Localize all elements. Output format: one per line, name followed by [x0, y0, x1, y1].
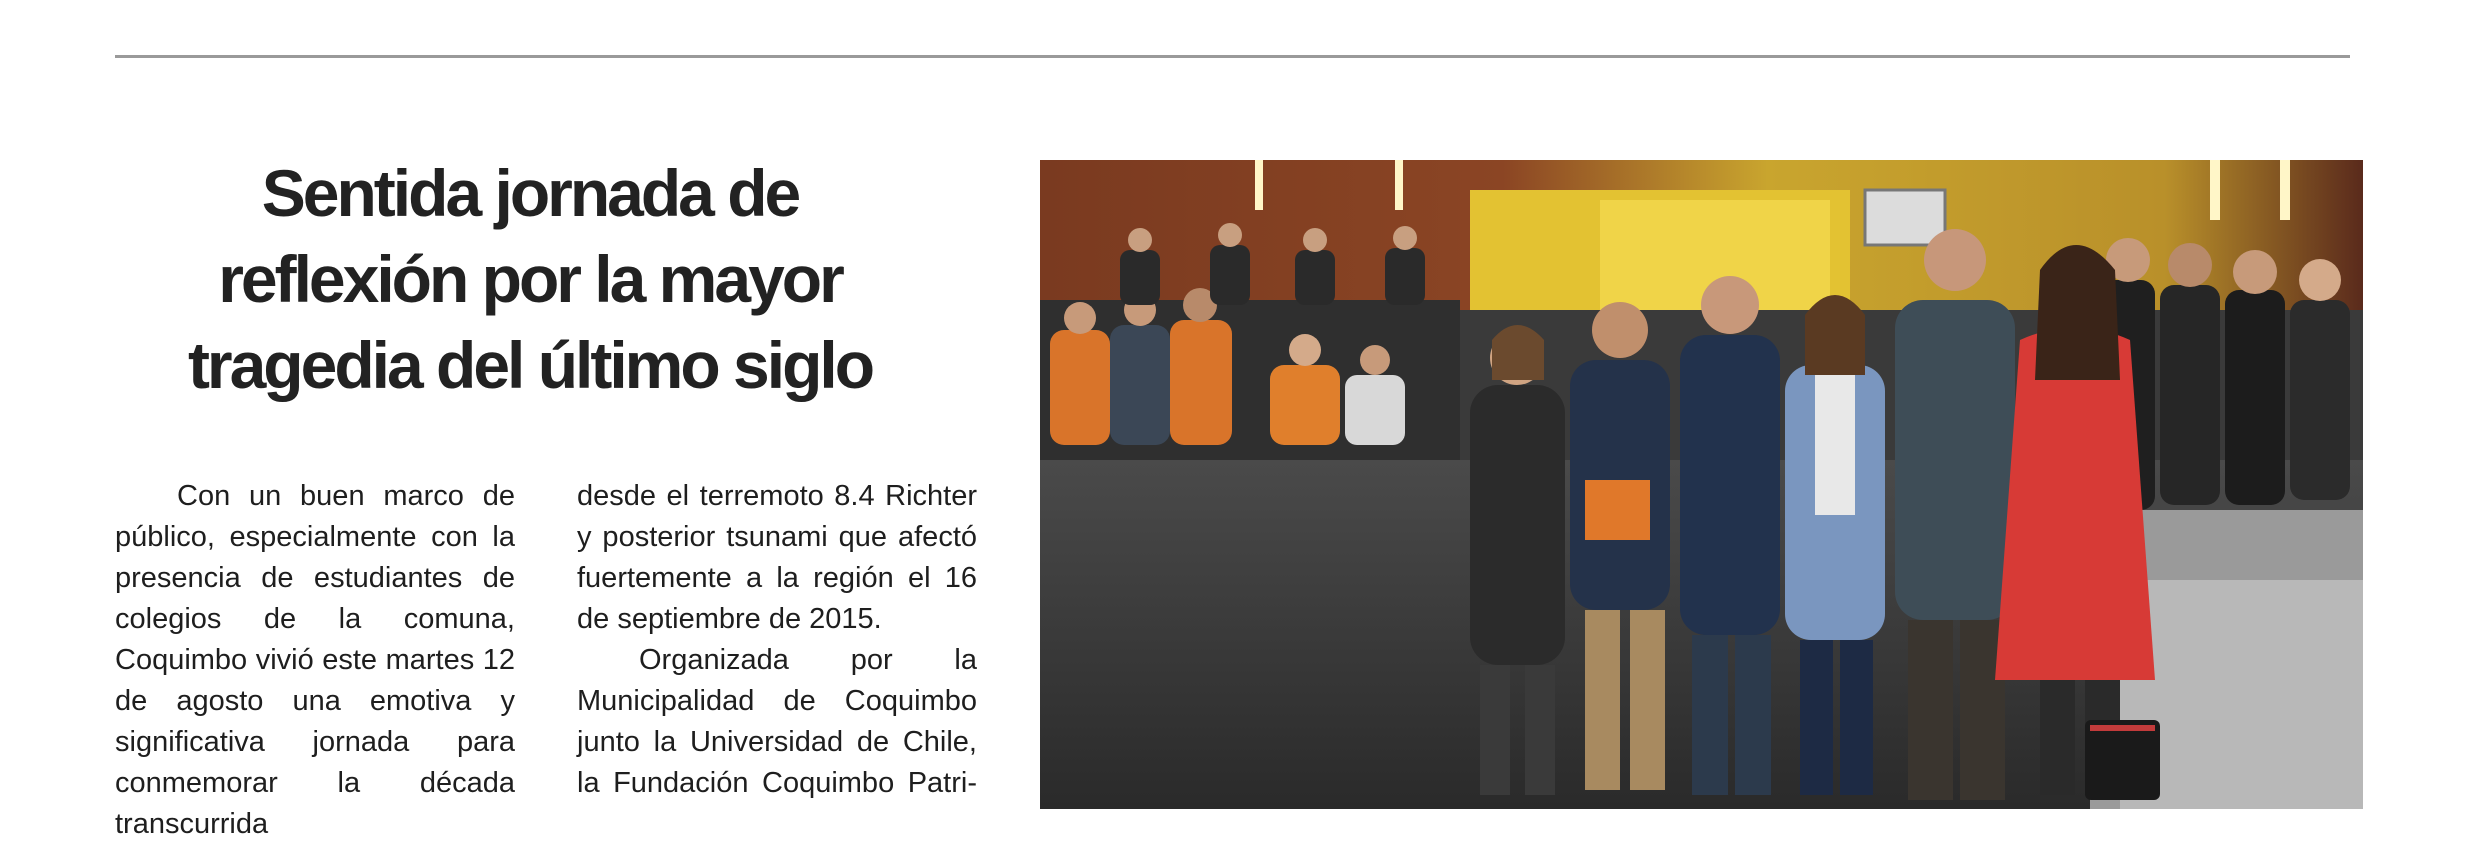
paragraph: Organizada por la Municipalidad de Coquimbo junto la Universidad de Chile, la Fundación Coquimbo Patri- [577, 644, 977, 799]
article-column-2 [577, 476, 977, 804]
article-headline: Sentida jornada de reflexión por la mayor tragedia del último siglo [187, 156, 873, 402]
article-column-1 [115, 476, 515, 845]
paragraph: Con un buen marco de público, especialmente con la presencia de estudiantes de colegios de la comuna, Coquimbo vivió este martes 12 de agosto una emotiva y significativa jornada para conmemorar la década transcurrida [115, 480, 515, 840]
paragraph: desde el terremoto 8.4 Richter y posterior tsunami que afectó fuertemente a la región el 16 de septiembre de 2015. [577, 480, 977, 635]
article-photo [1040, 160, 2363, 809]
top-rule [115, 55, 2350, 58]
